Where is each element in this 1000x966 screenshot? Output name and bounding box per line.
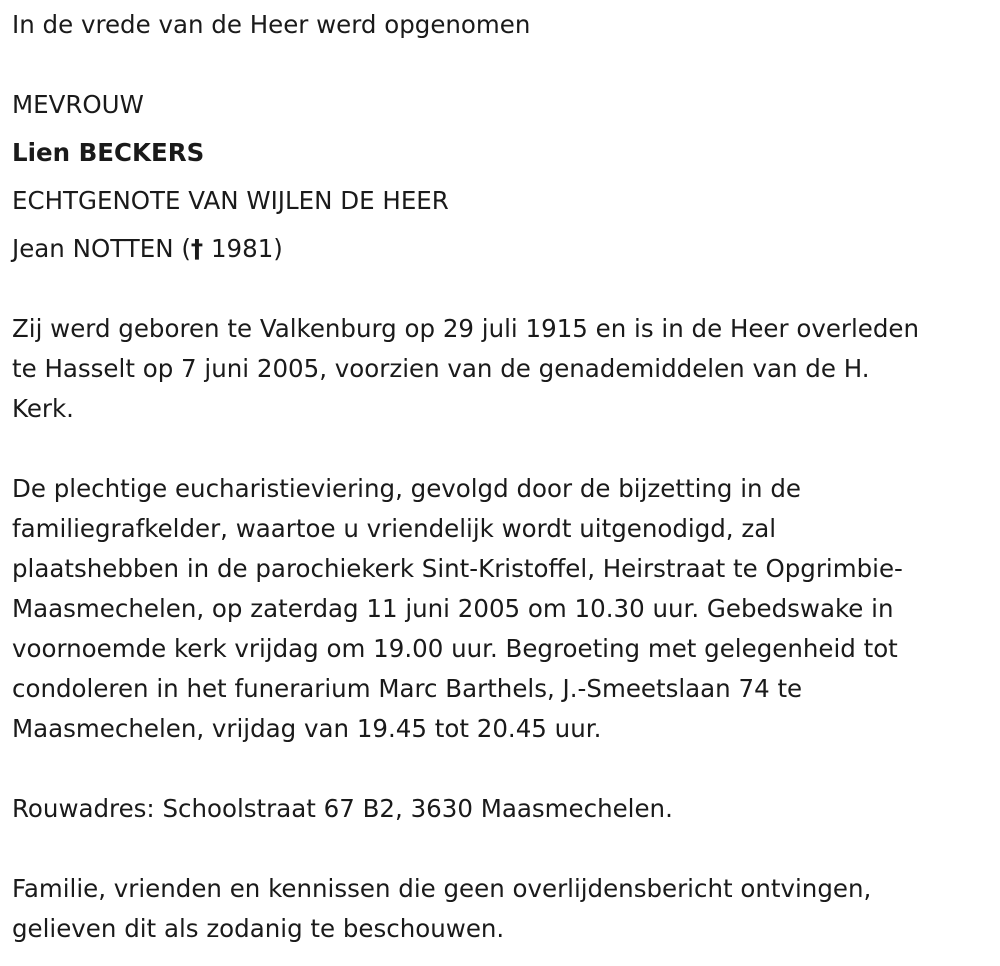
ceremony-line: Maasmechelen, vrijdag van 19.45 tot 20.45 uur. [12, 714, 602, 743]
ceremony-line: De plechtige eucharistieviering, gevolgd door de bijzetting in de [12, 474, 801, 503]
ceremony-line: condoleren in het funerarium Marc Barthels, J.-Smeetslaan 74 te [12, 674, 803, 703]
mourning-address: Rouwadres: Schoolstraat 67 B2, 3630 Maasmechelen. [12, 794, 673, 823]
person-name: Lien BECKERS [12, 138, 205, 167]
ceremony-line: Maasmechelen, op zaterdag 11 juni 2005 om 10.30 uur. Gebedswake in [12, 594, 894, 623]
spouse-name: Jean NOTTEN ( [12, 234, 191, 263]
cross-icon: † [190, 234, 204, 263]
intro-text: In de vrede van de Heer werd opgenomen [12, 10, 531, 39]
spouse-line [12, 229, 283, 269]
birth-death-line: Kerk. [12, 394, 74, 423]
ceremony-line: familiegrafkelder, waartoe u vriendelijk wordt uitgenodigd, zal [12, 514, 777, 543]
closing-line: Familie, vrienden en kennissen die geen overlijdensbericht ontvingen, [12, 874, 872, 903]
spouse-year: 1981) [203, 234, 283, 263]
closing-line: gelieven dit als zodanig te beschouwen. [12, 914, 505, 943]
birth-death-line: te Hasselt op 7 juni 2005, voorzien van de genademiddelen van de H. [12, 354, 870, 383]
ceremony-line: voornoemde kerk vrijdag om 19.00 uur. Begroeting met gelegenheid tot [12, 634, 898, 663]
ceremony-line: plaatshebben in de parochiekerk Sint-Kristoffel, Heirstraat te Opgrimbie- [12, 554, 903, 583]
person-title: MEVROUW [12, 90, 144, 119]
person-relation: ECHTGENOTE VAN WIJLEN DE HEER [12, 186, 449, 215]
birth-death-line: Zij werd geboren te Valkenburg op 29 juli 1915 en is in de Heer overleden [12, 314, 920, 343]
